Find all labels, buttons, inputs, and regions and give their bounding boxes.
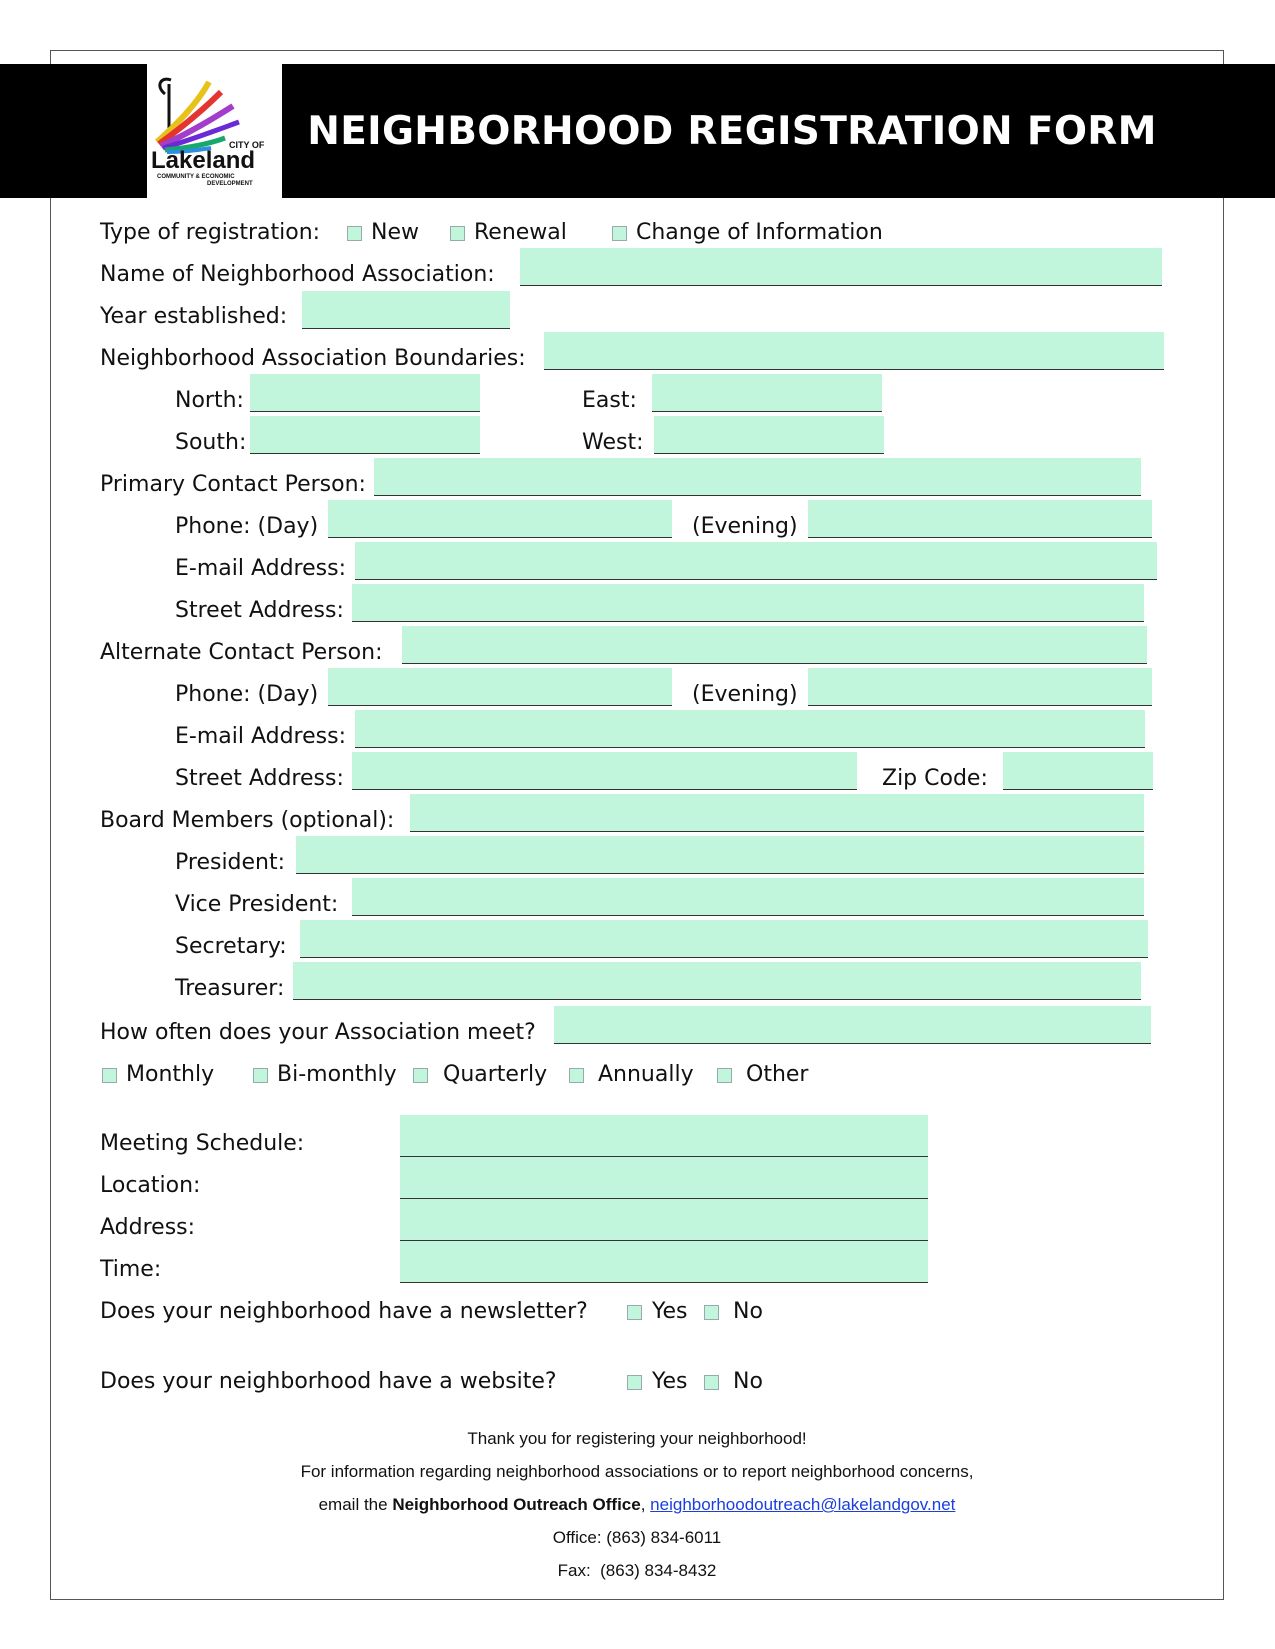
board-members-label: Board Members (optional): xyxy=(100,808,395,833)
primary-phone-day-label: Phone: (Day) xyxy=(175,514,319,539)
west-label: West: xyxy=(582,430,644,455)
south-field[interactable] xyxy=(250,416,480,454)
other-checkbox[interactable] xyxy=(717,1068,732,1083)
new-checkbox[interactable] xyxy=(347,226,362,241)
bi-monthly-label: Bi-monthly xyxy=(277,1062,397,1087)
newsletter-no-checkbox[interactable] xyxy=(704,1305,719,1320)
association-name-field[interactable] xyxy=(520,248,1162,286)
alternate-phone-evening-label: (Evening) xyxy=(692,682,798,707)
primary-phone-day-field[interactable] xyxy=(328,500,672,538)
footer-fax: Fax: (863) 834-8432 xyxy=(557,1561,717,1580)
newsletter-yes-label: Yes xyxy=(652,1299,688,1324)
association-name-label: Name of Neighborhood Association: xyxy=(100,262,495,287)
quarterly-checkbox[interactable] xyxy=(413,1068,428,1083)
svg-text:CITY OF: CITY OF xyxy=(229,140,265,150)
zip-code-label: Zip Code: xyxy=(882,766,988,791)
footer-info: For information regarding neighborhood associations or to report neighborhood concerns, xyxy=(300,1462,974,1481)
meeting-frequency-field[interactable] xyxy=(554,1006,1151,1044)
treasurer-label: Treasurer: xyxy=(175,976,285,1001)
footer-office-phone: Office: (863) 834-6011 xyxy=(552,1528,722,1547)
east-field[interactable] xyxy=(652,374,882,412)
year-established-field[interactable] xyxy=(302,291,510,329)
other-label: Other xyxy=(746,1062,809,1087)
footer-email-line: email the Neighborhood Outreach Office, neighborhoodoutreach@lakelandgov.net xyxy=(318,1495,956,1514)
time-field[interactable] xyxy=(400,1241,928,1283)
primary-email-label: E-mail Address: xyxy=(175,556,346,581)
primary-email-field[interactable] xyxy=(355,542,1157,580)
alternate-contact-label: Alternate Contact Person: xyxy=(100,640,383,665)
west-field[interactable] xyxy=(654,416,884,454)
primary-street-label: Street Address: xyxy=(175,598,344,623)
time-label: Time: xyxy=(100,1257,162,1282)
website-question: Does your neighborhood have a website? xyxy=(100,1369,557,1394)
header-bar-left xyxy=(0,64,147,198)
website-yes-label: Yes xyxy=(652,1369,688,1394)
alternate-contact-field[interactable] xyxy=(402,626,1147,664)
lakeland-logo-icon xyxy=(147,64,282,198)
website-no-checkbox[interactable] xyxy=(704,1375,719,1390)
renewal-option-label: Renewal xyxy=(474,220,567,245)
change-of-information-checkbox[interactable] xyxy=(612,226,627,241)
primary-contact-label: Primary Contact Person: xyxy=(100,472,366,497)
alternate-phone-day-field[interactable] xyxy=(328,668,672,706)
board-members-field[interactable] xyxy=(410,794,1144,832)
renewal-checkbox[interactable] xyxy=(450,226,465,241)
footer-thanks: Thank you for registering your neighborhood! xyxy=(467,1429,807,1448)
vice-president-label: Vice President: xyxy=(175,892,339,917)
alternate-email-label: E-mail Address: xyxy=(175,724,346,749)
year-established-label: Year established: xyxy=(100,304,288,329)
east-label: East: xyxy=(582,388,637,413)
annually-checkbox[interactable] xyxy=(569,1068,584,1083)
footer-office-name: Neighborhood Outreach Office xyxy=(392,1495,641,1514)
newsletter-question: Does your neighborhood have a newsletter? xyxy=(100,1299,588,1324)
president-label: President: xyxy=(175,850,286,875)
bi-monthly-checkbox[interactable] xyxy=(253,1068,268,1083)
registration-type-label: Type of registration: xyxy=(100,220,321,245)
meeting-schedule-label: Meeting Schedule: xyxy=(100,1131,305,1156)
boundaries-label: Neighborhood Association Boundaries: xyxy=(100,346,526,371)
meeting-frequency-label: How often does your Association meet? xyxy=(100,1020,536,1045)
alternate-phone-evening-field[interactable] xyxy=(808,668,1152,706)
website-yes-checkbox[interactable] xyxy=(627,1375,642,1390)
president-field[interactable] xyxy=(296,836,1144,874)
new-option-label: New xyxy=(371,220,419,245)
alternate-email-field[interactable] xyxy=(355,710,1145,748)
monthly-label: Monthly xyxy=(126,1062,215,1087)
change-option-label: Change of Information xyxy=(636,220,883,245)
primary-phone-evening-field[interactable] xyxy=(808,500,1152,538)
svg-text:Lakeland: Lakeland xyxy=(151,147,256,174)
footer-email-link[interactable]: neighborhoodoutreach@lakelandgov.net xyxy=(650,1495,956,1514)
meeting-schedule-field[interactable] xyxy=(400,1115,928,1157)
vice-president-field[interactable] xyxy=(352,878,1144,916)
city-logo xyxy=(147,64,282,198)
location-field[interactable] xyxy=(400,1157,928,1199)
south-label: South: xyxy=(175,430,247,455)
zip-code-field[interactable] xyxy=(1003,752,1153,790)
alternate-street-field[interactable] xyxy=(352,752,857,790)
primary-phone-evening-label: (Evening) xyxy=(692,514,798,539)
north-field[interactable] xyxy=(250,374,480,412)
newsletter-no-label: No xyxy=(733,1299,763,1324)
quarterly-label: Quarterly xyxy=(443,1062,548,1087)
annually-label: Annually xyxy=(598,1062,694,1087)
form-title: NEIGHBORHOOD REGISTRATION FORM xyxy=(307,108,1157,154)
alternate-phone-day-label: Phone: (Day) xyxy=(175,682,319,707)
treasurer-field[interactable] xyxy=(293,962,1141,1000)
newsletter-yes-checkbox[interactable] xyxy=(627,1305,642,1320)
monthly-checkbox[interactable] xyxy=(102,1068,117,1083)
primary-street-field[interactable] xyxy=(352,584,1144,622)
secretary-field[interactable] xyxy=(300,920,1148,958)
svg-text:DEVELOPMENT: DEVELOPMENT xyxy=(207,181,253,187)
svg-text:COMMUNITY & ECONOMIC: COMMUNITY & ECONOMIC xyxy=(157,174,235,180)
website-no-label: No xyxy=(733,1369,763,1394)
north-label: North: xyxy=(175,388,244,413)
address-label: Address: xyxy=(100,1215,196,1240)
secretary-label: Secretary: xyxy=(175,934,287,959)
location-label: Location: xyxy=(100,1173,201,1198)
boundaries-field[interactable] xyxy=(544,332,1164,370)
primary-contact-field[interactable] xyxy=(374,458,1141,496)
footer-email-prefix: email the xyxy=(318,1495,388,1514)
address-field[interactable] xyxy=(400,1199,928,1241)
alternate-street-label: Street Address: xyxy=(175,766,344,791)
